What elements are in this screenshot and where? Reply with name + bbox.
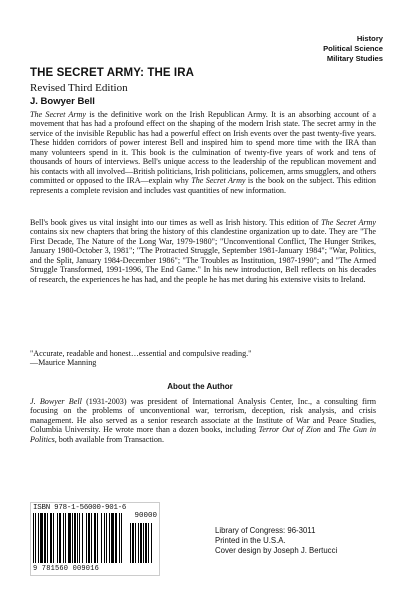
barcode-number: 9 781560 009016 [33, 565, 100, 573]
book-title: THE SECRET ARMY: THE IRA [30, 67, 195, 79]
barcode-bar [109, 513, 110, 563]
paragraph-2-text-a: Bell's book gives us vital insight into our times as well as Irish history. This edition of [30, 218, 322, 227]
paragraph-2-text-b: contains six new chapters that bring the history of this clandestine organization up to date. They are "The First Decade, The Nature of the Long War, 1979-1980"; "Unconventional Conflict, The Hunger Strikes, January 1980-October 3, 1981"; "The Protracted Struggle, September 1981-January 1984"; "War, Politics, and the Split, January 1984-December 1986"; "The Troubles as Institution, 1987-1990"; and "The Armed Struggle Transformed, 1991-1996, The End Game." In his new introduction, Bell reflects on his decades of research, the experiences he has had, and the people he has met during his extensive visits to Ireland. [30, 227, 376, 284]
about-author-paragraph [30, 397, 376, 444]
barcode-bar [132, 523, 134, 563]
subject-categories [323, 34, 383, 64]
barcode-bar [106, 513, 107, 563]
edition-label: Revised Third Edition [30, 82, 128, 94]
barcode-bar [111, 513, 114, 563]
barcode-bar [130, 523, 131, 563]
barcode-bar [50, 513, 52, 563]
barcode-bar [53, 513, 54, 563]
barcode [30, 502, 160, 576]
paragraph-3-text-a: (1931-2003) was president of International Analysis Center, Inc., a consulting firm focusing on the problems of unconventional war, terrorism, deception, risk analysis, and crisis management. He also served as a senior research associate at the Institute of War and Peace Studies, Columbia University. He wrote more than a dozen books, including [30, 397, 376, 435]
barcode-bar [57, 513, 58, 563]
barcode-addon-bars [130, 523, 156, 563]
barcode-bar [33, 513, 34, 563]
barcode-bar [151, 523, 152, 563]
barcode-bar [94, 513, 96, 563]
library-of-congress: Library of Congress: 96-3011 [215, 526, 316, 535]
cover-design-credit: Cover design by Joseph J. Bertucci [215, 546, 338, 555]
book-title-italic: The Secret Army [30, 110, 86, 119]
paragraph-1-text-b: is the book on the subject. This edition represents a complete revision and includes vast quantities of new information. [30, 176, 376, 195]
barcode-bar [138, 523, 139, 563]
barcode-bar [63, 513, 64, 563]
barcode-bar [143, 523, 144, 563]
barcode-bar [121, 513, 122, 563]
barcode-bar [140, 523, 142, 563]
subject-history: History [356, 34, 383, 43]
review-quote [30, 349, 376, 368]
printed-in: Printed in the U.S.A. [215, 536, 286, 545]
about-author-heading: About the Author [167, 382, 233, 391]
barcode-bar [86, 513, 87, 563]
barcode-bar [74, 513, 76, 563]
barcode-bar [65, 513, 66, 563]
description-paragraph-2 [30, 218, 376, 284]
publisher-info [215, 526, 337, 556]
barcode-bar [88, 513, 90, 563]
barcode-bar [148, 523, 149, 563]
barcode-bar [35, 513, 36, 563]
book-title-italic: Terror Out of Zion [258, 425, 321, 435]
subject-political-science: Political Science [323, 44, 383, 53]
barcode-bars [33, 513, 129, 563]
paragraph-3-text-b: and [320, 425, 339, 435]
barcode-bar [68, 513, 71, 563]
description-paragraph-1 [30, 110, 376, 195]
quote-text: "Accurate, readable and honest…essential and compulsive reading." [30, 349, 252, 358]
barcode-bar [115, 513, 117, 563]
barcode-bar [101, 513, 102, 563]
book-title-italic: The Secret Army [321, 218, 376, 227]
subject-military-studies: Military Studies [326, 54, 383, 63]
barcode-bar [82, 513, 83, 563]
barcode-addon-number: 90000 [134, 512, 157, 520]
isbn-label: ISBN 978-1-56000-901-6 [33, 504, 127, 512]
paragraph-3-text-c: , both available from Transaction. [54, 434, 164, 444]
barcode-bar [59, 513, 61, 563]
barcode-bar [77, 513, 78, 563]
quote-attribution: —Maurice Manning [30, 358, 97, 368]
barcode-bar [104, 513, 105, 563]
barcode-bar [119, 513, 120, 563]
barcode-bar [38, 513, 39, 563]
book-title-italic: The Secret Army [191, 176, 246, 186]
book-title-italic: The Gun in Politics [30, 425, 377, 444]
barcode-bar [72, 513, 73, 563]
barcode-bar [44, 513, 46, 563]
paragraph-1-text-a: is the definitive work on the Irish Republican Army. It is an absorbing account of a movement that has had a profound effect on the shaping of the modern Irish state. The secret army in the service of the invisible Republic has had a powerful effect on Irish events over the past twenty-five years. These hidden corridors of power interest Bell and inspired him to spend more time with the IRA than many volunteers spend in it. This book is the culmination of twenty-five years of work and tens of thousands of hours of interviews. Bell's unique access to the leadership of the republican movement and his contacts with all involved—British politicians, Irish politicians, policemen, arms smugglers, and others committed or opposed to the IRA—explain why [30, 110, 377, 186]
author-name: J. Bowyer Bell [30, 96, 95, 107]
barcode-bar [145, 523, 147, 563]
barcode-bar [47, 513, 48, 563]
barcode-bar [91, 513, 92, 563]
author-name-italic: J. Bowyer Bell [30, 397, 82, 406]
barcode-bar [135, 523, 136, 563]
barcode-bar [97, 513, 98, 563]
barcode-bar [40, 513, 43, 563]
barcode-bar [79, 513, 80, 563]
